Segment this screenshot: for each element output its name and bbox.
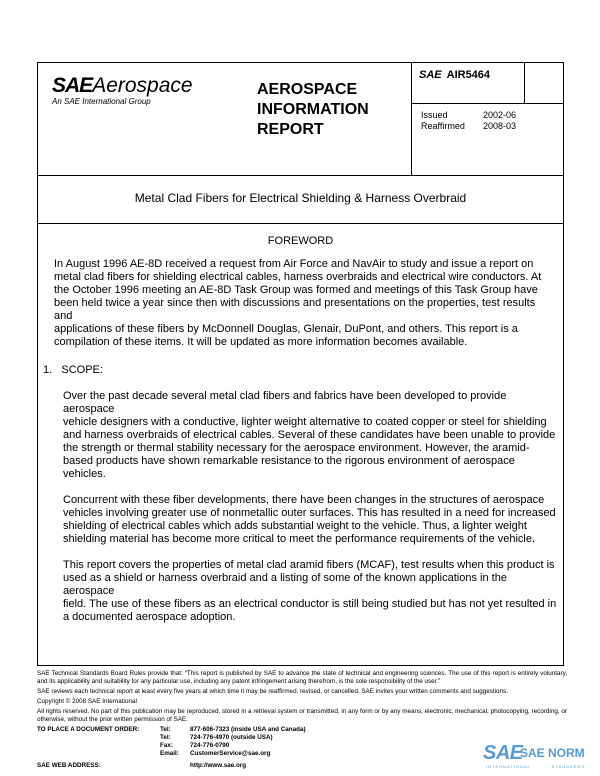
watermark-subtext: INTERNATIONAL STANDARDS [486, 764, 586, 769]
issued-date: Issued 2002-06 [421, 110, 517, 120]
watermark-text: SAE NORM [520, 746, 585, 760]
scope-paragraph-3: This report covers the properties of metal clad aramid fibers (MCAF), test results when this product is used as a shield or harness overbraid and a listing of some of the known applications in the aerospace field. The use of these fibers as an electrical conductor is still being studied but has not yet resulted in a documented aerospace adoption. [63, 559, 557, 623]
scope-paragraph-2: Concurrent with these fiber developments, there have been changes in the structures of aerospace vehicles involving greater use of nonmetallic outer surfaces. This has resulted in a need for increased shielding of electrical cables which adds substantial weight to the vehicle. Thus, a lighter weight shielding material has become more critical to meet the performance requirements of the vehicle. [63, 494, 556, 545]
board-rules: SAE Technical Standards Board Rules provide that: “This report is published by SAE to advance the state of technical and engineering sciences. The use of this report is entirely voluntary, and its applicability and suitability for any particular use, including any patent infringement arising therefrom, is the sole responsibility of the user.” [37, 670, 567, 685]
document-title: Metal Clad Fibers for Electrical Shielding & Harness Overbraid [134, 191, 467, 205]
order-contacts: TO PLACE A DOCUMENT ORDER: Tel: 877-606-7323 (inside USA and Canada) Tel: 724-776-4970 (outside USA) Fax: 724-776-0790 Email: CustomerService@sae.org [37, 726, 567, 758]
document-body [38, 235, 563, 624]
docnum-underline [411, 103, 564, 104]
foreword-heading: FOREWORD [267, 235, 334, 247]
email-link[interactable]: CustomerService@sae.org [190, 750, 271, 757]
review-policy: SAE reviews each technical report at least every five years at which time it may be reaffirmed, revised, or cancelled. SAE invites your written comments and suggestions. [37, 688, 508, 695]
sae-norm-watermark: SAE [483, 742, 523, 764]
web-address: SAE WEB ADDRESS: http://www.sae.org [37, 762, 567, 770]
docbox-divider [411, 63, 412, 175]
report-type: AEROSPACE INFORMATION REPORT [257, 81, 369, 138]
docnum-divider [524, 63, 525, 103]
document-frame [37, 62, 564, 666]
sae-aerospace-logo: SAEAerospace An SAE International Group [52, 74, 193, 106]
reaffirmed-date: Reaffirmed 2008-03 [421, 121, 517, 131]
copyright: Copyright © 2008 SAE International [37, 698, 137, 705]
header-divider [38, 175, 563, 176]
document-number: SAE AIR5464 [419, 69, 491, 81]
title-divider [38, 223, 563, 224]
web-link[interactable]: http://www.sae.org [190, 762, 247, 769]
rights-reserved: All rights reserved. No part of this publication may be reproduced, stored in a retrieval system or transmitted, in any form or by any means, electronic, mechanical, photocopying, recording, or otherwise, without the prior written permission of SAE. [37, 708, 567, 723]
scope-heading: 1. SCOPE: [43, 364, 103, 376]
logo-tagline: An SAE International Group [52, 97, 151, 106]
scope-paragraph-1: Over the past decade several metal clad fibers and fabrics have been developed to provide aerospace vehicle designers with a conductive, lighter weight alternative to coated copper or steel for shielding and harness overbraids of electrical cables. Several of these candidates have been unable to provide the strength or thermal stability necessary for the aerospace environment. However, the aramid- based products have shown remarkable resistance to the rigorous environment of aerospace vehicles. [63, 390, 556, 480]
foreword-paragraph: In August 1996 AE-8D received a request from Air Force and NavAir to study and issue a report on metal clad fibers for shielding electrical cables, harness overbraids and electrical wire conductors. At the October 1996 meeting an AE-8D Task Group was formed and meetings of this Task Group have been held twice a year since then with discussions and presentations on the properties, test results and applications of these fibers by McDonnell Douglas, Glenair, DuPont, and others. This report is a compilation of these items. It will be updated as more information becomes available. [54, 258, 542, 348]
